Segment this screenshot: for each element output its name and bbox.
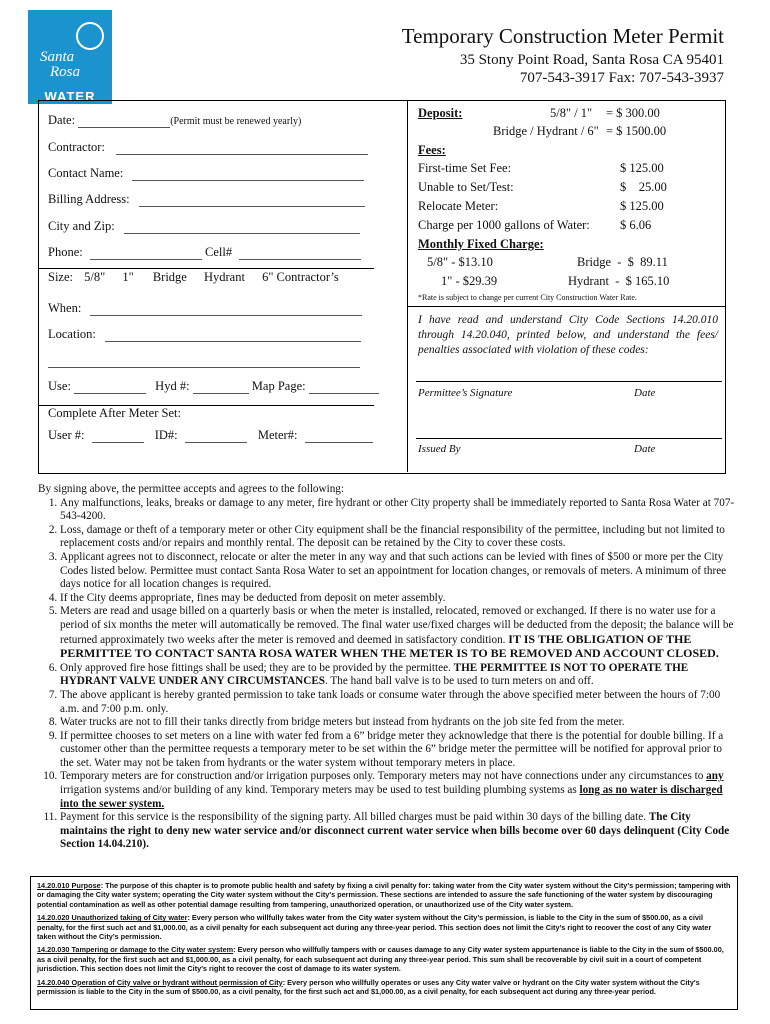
water-charge-value: $ 6.06 — [620, 218, 652, 232]
id-field[interactable] — [185, 430, 247, 443]
term-6: 6. Only approved fire hose fittings shall be used; they are to be provided by the permittee. THE PERMITTEE IS NOT TO OPERATE THE HYDRANT VALVE UNDER ANY CIRCUMSTANCES. The hand ball valve is to be used to turn meters on and off. — [60, 662, 738, 689]
hyd-field[interactable] — [193, 381, 249, 394]
renew-note: (Permit must be renewed yearly) — [170, 116, 302, 127]
relocate-fee-label: Relocate Meter: — [418, 199, 499, 213]
map-page-label: Map Page: — [251, 379, 306, 393]
rate-note: *Rate is subject to change per current City Construction Water Rate. — [418, 293, 637, 302]
term-5: 5. Meters are read and usage billed on a quarterly basis or when the meter is installed, relocated, removed or exchanged. If there is no water use for a period of six months the meter will automatically be removed. The final water use/fixed charges will be deducted from the deposit; the balance will be returned approximately two weeks after the meter is removed and deemed in satisfactory condition. IT IS THE OBLIGATION OF THE PERMITTEE TO CONTACT SANTA ROSA WATER WHEN THE METER IS TO BE REMOVED AND ACCOUNT CLOSED. — [60, 605, 738, 661]
term-3: 3. Applicant agrees not to disconnect, relocate or alter the meter in any way and that such actions can be levied with fines of $500 or more per the City Codes listed below. Permittee must contact Santa Rosa Water to set an appointment for location changes, or removals of meters. A minimum of three days notice for all location changes is required. — [60, 551, 738, 592]
phone-fax: 707-543-3917 Fax: 707-543-3937 — [519, 70, 724, 86]
size-row — [38, 268, 374, 285]
santa-rosa-water-logo — [28, 10, 112, 102]
terms-list — [38, 497, 738, 852]
signature-date-label: Date — [634, 387, 656, 399]
term-11: 11. Payment for this service is the responsibility of the signing party. All billed charges must be paid within 30 days of the billing date. The City maintains the right to deny new water service and/or disconnect current water service when bills become over 60 days delinquent (City Code Section 14.04.210). — [60, 811, 738, 852]
use-field[interactable] — [74, 381, 146, 394]
street-address: 35 Stony Point Road, Santa Rosa CA 95401 — [459, 52, 724, 68]
use-row — [48, 379, 379, 394]
cell-label: Cell# — [204, 245, 233, 259]
location-row-2 — [48, 353, 360, 368]
code-14-20-010: 14.20.010 Purpose: The purpose of this chapter is to promote public health and safety by fixing a civil penalty for: taking water from the City water system without the City's permission; tampering with or damaging the City water system; operating the City water system without the City's permission. These sections are intended to assure the safe functioning of the water system by discouraging potential contamination as well as other potential damage resulting from tampering, unauthorized operation, or unauthorized use of the City water system. — [37, 881, 731, 909]
meter-field[interactable] — [305, 430, 373, 443]
map-page-field[interactable] — [309, 381, 379, 394]
first-time-fee-label: First-time Set Fee: — [418, 161, 512, 175]
phone-field[interactable] — [90, 247, 202, 260]
term-2: 2. Loss, damage or theft of a temporary meter or other City equipment shall be the financial responsibility of the permittee, including but not limited to replacement costs and/or repairs and monthly rental. The deposit can be retained by the City to cover these costs. — [60, 524, 738, 551]
office-address — [460, 51, 724, 87]
contact-label: Contact Name: — [48, 166, 124, 180]
size-option-6[interactable]: 6" Contractor’s — [262, 270, 339, 284]
hyd-label: Hyd #: — [155, 379, 190, 393]
complete-after-label: Complete After Meter Set: — [38, 405, 374, 421]
location-row — [48, 327, 361, 342]
phone-row — [48, 245, 361, 260]
monthly-charge-heading: Monthly Fixed Charge: — [418, 237, 544, 251]
meter-ids-row — [48, 428, 373, 443]
when-row — [48, 301, 362, 316]
logo-wordmark: Santa Rosa — [40, 49, 80, 80]
logo-water-bar: WATER — [28, 90, 112, 104]
fees-divider — [407, 306, 725, 307]
deposit-heading: Deposit: — [418, 106, 463, 120]
term-9: 9. If permittee chooses to set meters on a line with water fed from a 6” bridge meter they acknowledge that there is the potential for double billing. If a customer other than the permittee requests a temporary meter to be set within the 6” bridge meter the permittee will be notified for approval prior to the set. Water may not be taken from hydrants or the water system without temporary meters in place. — [60, 730, 738, 771]
billing-row — [48, 192, 365, 207]
term-1: 1. Any malfunctions, leaks, breaks or damage to any meter, fire hydrant or other City property shall be immediately reported to Santa Rosa Water at 707-543-4200. — [60, 497, 738, 524]
fees-heading: Fees: — [418, 143, 446, 157]
water-charge-label: Charge per 1000 gallons of Water: — [418, 218, 590, 232]
unable-fee-label: Unable to Set/Test: — [418, 180, 514, 194]
monthly-5-8: 5/8" - $13.10 — [427, 255, 493, 269]
date-field[interactable] — [78, 115, 170, 128]
contractor-row — [48, 140, 368, 155]
date-row — [48, 113, 301, 128]
signature-line[interactable] — [416, 381, 722, 382]
issued-by-line[interactable] — [416, 438, 722, 439]
relocate-fee-value: $ 125.00 — [620, 199, 664, 213]
contact-field[interactable] — [132, 168, 364, 181]
id-label: ID#: — [154, 428, 178, 442]
contractor-label: Contractor: — [48, 140, 105, 154]
size-option-hydrant[interactable]: Hydrant — [203, 270, 245, 284]
contractor-field[interactable] — [116, 142, 368, 155]
deposit-large-value: = $ 1500.00 — [606, 124, 667, 138]
meter-label: Meter#: — [257, 428, 298, 442]
issued-date-label: Date — [634, 443, 656, 455]
terms-intro: By signing above, the permittee accepts and agrees to the following: — [38, 483, 345, 495]
date-label: Date: — [48, 113, 76, 127]
city-code-box — [30, 876, 738, 1010]
code-14-20-040: 14.20.040 Operation of City valve or hydrant without permission of City: Every person who willfully operates or uses any City water valve or hydrant on the City water system without the City's permission is liable to the City in the sum of $500.00, as a civil penalty, for the first such act and $1,000.00, as a civil penalty, for each subsequent act during any three-year period. — [37, 977, 700, 997]
size-option-bridge[interactable]: Bridge — [152, 270, 187, 284]
rose-icon — [76, 22, 104, 50]
location-label: Location: — [48, 327, 96, 341]
use-label: Use: — [48, 379, 71, 393]
issued-by-label: Issued By — [418, 443, 461, 455]
first-time-fee-value: $ 125.00 — [620, 161, 664, 175]
location-field-line-2[interactable] — [48, 355, 360, 368]
terms-section — [38, 483, 738, 852]
term-4: 4. If the City deems appropriate, fines may be deducted from deposit on meter assembly. — [60, 592, 738, 606]
monthly-hydrant: Hydrant - $ 165.10 — [568, 274, 670, 288]
monthly-bridge: Bridge - $ 89.11 — [577, 255, 668, 269]
user-field[interactable] — [92, 430, 144, 443]
contact-row — [48, 166, 364, 181]
code-acknowledgement: I have read and understand City Code Sections 14.20.010 through 14.20.040, printed below, and understand the fees/ penalties associated with violation of these codes: — [418, 314, 718, 356]
logo-panel — [28, 10, 112, 90]
billing-field[interactable] — [139, 194, 365, 207]
city-field[interactable] — [124, 221, 360, 234]
size-option-1[interactable]: 1" — [122, 270, 134, 284]
term-7: 7. The above applicant is hereby granted permission to take tank loads or consume water through the above specified meter between the hours of 7:00 a.m. and 7:00 p.m. only. — [60, 689, 738, 716]
size-option-5-8[interactable]: 5/8" — [84, 270, 106, 284]
unable-fee-value: $ 25.00 — [620, 180, 667, 194]
monthly-1: 1" - $29.39 — [441, 274, 498, 288]
billing-label: Billing Address: — [48, 192, 130, 206]
form-divider — [407, 100, 408, 472]
term-8: 8. Water trucks are not to fill their tanks directly from bridge meters but instead from hydrants on the job site fed from the meter. — [60, 716, 738, 730]
deposit-small-label: 5/8" / 1" — [550, 106, 593, 120]
city-row — [48, 219, 360, 234]
user-label: User #: — [48, 428, 85, 442]
deposit-small-value: = $ 300.00 — [606, 106, 660, 120]
page-title: Temporary Construction Meter Permit — [401, 24, 724, 48]
code-14-20-020: 14.20.020 Unauthorized taking of City water: Every person who willfully takes water from the City water system without the City’s permission, is liable to the City in the sum of $500.00, as a civil penalty, for the first such act and $1,000.00, as a civil penalty for each subsequent act during any three-year period. This section does not limit the City’s right to recover the cost of any City water taken without the City’s permission. — [37, 913, 712, 942]
when-field[interactable] — [90, 303, 362, 316]
cell-field[interactable] — [239, 247, 361, 260]
size-label: Size: — [48, 270, 73, 284]
phone-label: Phone: — [48, 245, 83, 259]
permittee-signature-label: Permittee’s Signature — [418, 387, 513, 399]
deposit-large-label: Bridge / Hydrant / 6" — [493, 124, 599, 138]
code-14-20-030: 14.20.030 Tampering or damage to the City water system: Every person who willfully tampers with or causes damage to any City water system appurtenance is liable to the City in the sum of $500.00, as a civil penalty, for the first such act and $1,000.00, as a civil penalty, for each subsequent act during any three-year period. This sum shall be recoverable by civil suit in a court of competent jurisdiction. This section does not limit the City's right to recover the cost of damage to its water system. — [37, 945, 724, 974]
when-label: When: — [48, 301, 82, 315]
location-field[interactable] — [105, 329, 361, 342]
city-label: City and Zip: — [48, 219, 115, 233]
term-10: 10. Temporary meters are for construction and/or irrigation purposes only. Temporary meters may not have connections under any circumstances to any irrigation systems and/or building of any kind. Temporary meters may be used to test building plumbing systems as long as no water is discharged into the sewer system. — [60, 770, 738, 811]
